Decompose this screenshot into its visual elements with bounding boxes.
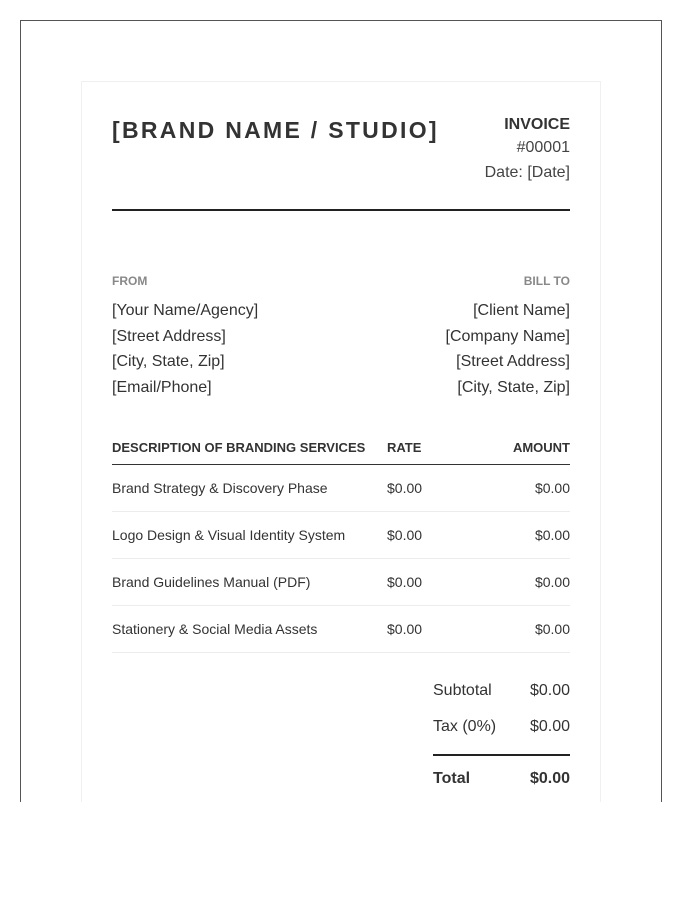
bill-to-line: [Street Address] — [456, 353, 570, 370]
table-row — [112, 606, 570, 653]
invoice-meta — [485, 116, 570, 185]
row-description: Logo Design & Visual Identity System — [112, 527, 346, 543]
bill-to-line: [Client Name] — [473, 302, 570, 319]
services-table — [112, 431, 570, 653]
row-rate: $0.00 — [387, 480, 423, 496]
invoice-date: Date: [Date] — [484, 164, 570, 181]
row-description: Stationery & Social Media Assets — [112, 621, 318, 637]
from-line: [Email/Phone] — [112, 378, 212, 396]
subtotal-value: $0.00 — [529, 682, 570, 699]
header-rate: RATE — [387, 440, 422, 455]
from-line: [Street Address] — [112, 327, 226, 345]
row-description: Brand Guidelines Manual (PDF) — [112, 574, 311, 590]
header-description: DESCRIPTION OF BRANDING SERVICES — [112, 440, 366, 455]
row-amount: $0.00 — [534, 621, 570, 637]
from-heading: FROM — [112, 274, 148, 288]
total-label: Total — [433, 770, 471, 787]
invoice-number: #00001 — [516, 139, 570, 156]
table-row — [112, 559, 570, 606]
header-divider — [112, 209, 570, 211]
total-row — [433, 756, 570, 796]
row-amount: $0.00 — [534, 574, 570, 590]
row-rate: $0.00 — [387, 621, 423, 637]
subtotal-label: Subtotal — [433, 682, 492, 699]
from-line: [Your Name/Agency] — [112, 302, 259, 319]
tax-value: $0.00 — [529, 718, 570, 735]
invoice-title: INVOICE — [504, 116, 570, 133]
table-row — [112, 512, 570, 559]
row-description: Brand Strategy & Discovery Phase — [112, 480, 328, 496]
table-header — [112, 431, 570, 465]
row-amount: $0.00 — [534, 527, 570, 543]
subtotal-row — [433, 676, 570, 712]
from-line: [City, State, Zip] — [112, 353, 225, 370]
from-block — [112, 274, 258, 400]
bill-to-line: [City, State, Zip] — [457, 378, 570, 396]
header-amount: AMOUNT — [512, 440, 570, 455]
row-amount: $0.00 — [534, 480, 570, 496]
total-value: $0.00 — [529, 770, 570, 787]
bill-to-block — [446, 274, 571, 400]
table-row — [112, 465, 570, 512]
tax-row — [433, 712, 570, 748]
tax-label: Tax (0%) — [433, 718, 497, 735]
bill-to-line: [Company Name] — [445, 327, 570, 345]
bill-to-heading: BILL TO — [523, 274, 570, 288]
row-rate: $0.00 — [387, 574, 423, 590]
brand-name: [BRAND NAME / STUDIO] — [112, 117, 439, 143]
row-rate: $0.00 — [387, 527, 423, 543]
totals-block — [433, 676, 570, 796]
